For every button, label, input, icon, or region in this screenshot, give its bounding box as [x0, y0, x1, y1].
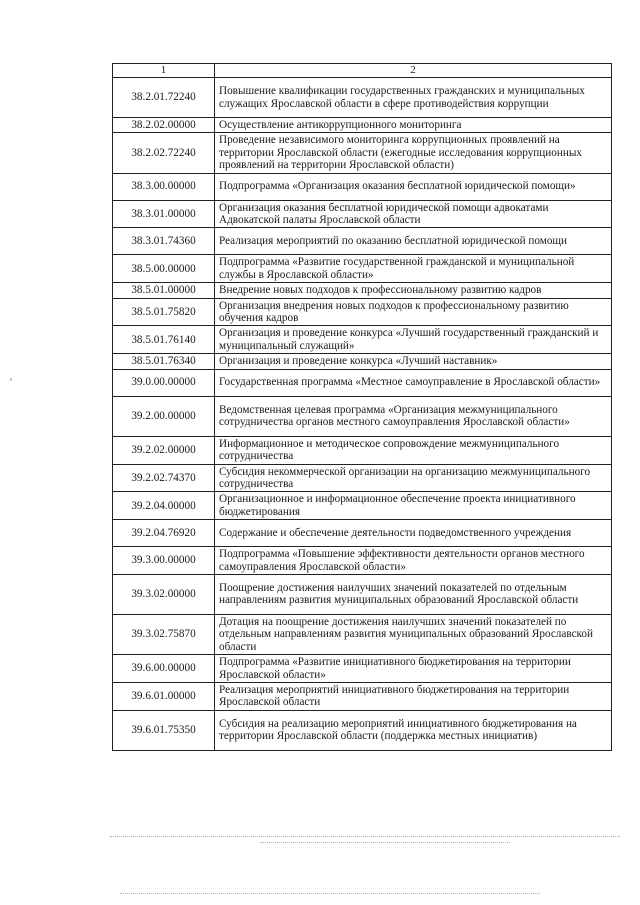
classification-code: 39.2.00.00000: [113, 396, 215, 436]
classification-code: 38.3.00.00000: [113, 173, 215, 200]
classification-description: Осуществление антикоррупционного мониторинга: [215, 118, 612, 133]
classification-code: 38.5.01.76340: [113, 354, 215, 369]
table-row: [113, 255, 612, 283]
scan-artifact-line: [120, 893, 540, 894]
table-row: [113, 298, 612, 326]
classification-code: 38.2.02.72240: [113, 133, 215, 173]
classification-code: 38.5.01.75820: [113, 298, 215, 326]
classification-description: Подпрограмма «Повышение эффективности деятельности органов местного самоуправления Ярославской области»: [215, 547, 612, 575]
classification-description: Внедрение новых подходов к профессиональному развитию кадров: [215, 283, 612, 298]
classification-code: 39.3.02.75870: [113, 614, 215, 654]
classification-description: Организация внедрения новых подходов к профессиональному развитию обучения кадров: [215, 298, 612, 326]
classification-code: 38.2.01.72240: [113, 78, 215, 118]
header-col-1: 1: [113, 64, 215, 78]
classification-description: Субсидия некоммерческой организации на организацию межмуниципального сотрудничества: [215, 464, 612, 492]
classification-code: 38.5.01.76140: [113, 326, 215, 354]
classification-description: Информационное и методическое сопровождение межмуниципального сотрудничества: [215, 436, 612, 464]
scan-artifact-line: [110, 836, 620, 837]
classification-code: 38.2.02.00000: [113, 118, 215, 133]
classification-code: 38.3.01.00000: [113, 200, 215, 228]
classification-description: Реализация мероприятий по оказанию бесплатной юридической помощи: [215, 228, 612, 255]
table-row: [113, 354, 612, 369]
classification-description: Субсидия на реализацию мероприятий инициативного бюджетирования на территории Ярославской области (поддержка местных инициатив): [215, 710, 612, 750]
table-row: [113, 200, 612, 228]
classification-description: Проведение независимого мониторинга коррупционных проявлений на территории Ярославской области (ежегодные исследования коррупционных проявлений на территории Ярославской области): [215, 133, 612, 173]
classification-code: 38.3.01.74360: [113, 228, 215, 255]
classification-description: Подпрограмма «Развитие инициативного бюджетирования на территории Ярославской области»: [215, 655, 612, 683]
classification-description: Ведомственная целевая программа «Организация межмуниципального сотрудничества органов местного самоуправления Ярославской области»: [215, 396, 612, 436]
table-row: [113, 614, 612, 654]
classification-description: Подпрограмма «Развитие государственной гражданской и муниципальной службы в Ярославской области»: [215, 255, 612, 283]
table-row: [113, 173, 612, 200]
classification-description: Организация и проведение конкурса «Лучший государственный гражданский и муниципальный служащий»: [215, 326, 612, 354]
classification-code: 39.6.00.00000: [113, 655, 215, 683]
table-body: [113, 78, 612, 751]
scan-artifact-line: [260, 842, 510, 843]
budget-classification-table: [112, 63, 612, 751]
classification-code: 39.3.02.00000: [113, 574, 215, 614]
table-row: [113, 369, 612, 396]
table-row: [113, 520, 612, 547]
table-row: [113, 436, 612, 464]
table-row: [113, 326, 612, 354]
table-row: [113, 710, 612, 750]
table-row: [113, 547, 612, 575]
classification-code: 39.0.00.00000: [113, 369, 215, 396]
classification-description: Организация и проведение конкурса «Лучший наставник»: [215, 354, 612, 369]
table-row: [113, 464, 612, 492]
header-col-2: 2: [215, 64, 612, 78]
classification-code: 39.3.00.00000: [113, 547, 215, 575]
table-header-row: [113, 64, 612, 78]
table-row: [113, 655, 612, 683]
classification-code: 39.2.04.76920: [113, 520, 215, 547]
table-row: [113, 283, 612, 298]
classification-code: 38.5.00.00000: [113, 255, 215, 283]
table-row: [113, 133, 612, 173]
table-row: [113, 492, 612, 520]
classification-code: 39.6.01.00000: [113, 682, 215, 710]
classification-description: Повышение квалификации государственных гражданских и муниципальных служащих Ярославской области в сфере противодействия коррупции: [215, 78, 612, 118]
classification-description: Государственная программа «Местное самоуправление в Ярославской области»: [215, 369, 612, 396]
table-row: [113, 78, 612, 118]
classification-description: Содержание и обеспечение деятельности подведомственного учреждения: [215, 520, 612, 547]
classification-description: Поощрение достижения наилучших значений показателей по отдельным направлениям развития муниципальных образований Ярославской области: [215, 574, 612, 614]
table-row: [113, 396, 612, 436]
classification-code: 39.2.04.00000: [113, 492, 215, 520]
table-row: [113, 574, 612, 614]
classification-description: Дотация на поощрение достижения наилучших значений показателей по отдельным направлениям развития муниципальных образований Ярославской области: [215, 614, 612, 654]
table-row: [113, 682, 612, 710]
scan-artifact-mark: [10, 378, 12, 381]
table-row: [113, 118, 612, 133]
classification-code: 39.2.02.00000: [113, 436, 215, 464]
classification-code: 39.6.01.75350: [113, 710, 215, 750]
classification-code: 38.5.01.00000: [113, 283, 215, 298]
classification-description: Реализация мероприятий инициативного бюджетирования на территории Ярославской области: [215, 682, 612, 710]
classification-description: Организация оказания бесплатной юридической помощи адвокатами Адвокатской палаты Ярославской области: [215, 200, 612, 228]
table-row: [113, 228, 612, 255]
classification-description: Организационное и информационное обеспечение проекта инициативного бюджетирования: [215, 492, 612, 520]
classification-description: Подпрограмма «Организация оказания бесплатной юридической помощи»: [215, 173, 612, 200]
classification-code: 39.2.02.74370: [113, 464, 215, 492]
